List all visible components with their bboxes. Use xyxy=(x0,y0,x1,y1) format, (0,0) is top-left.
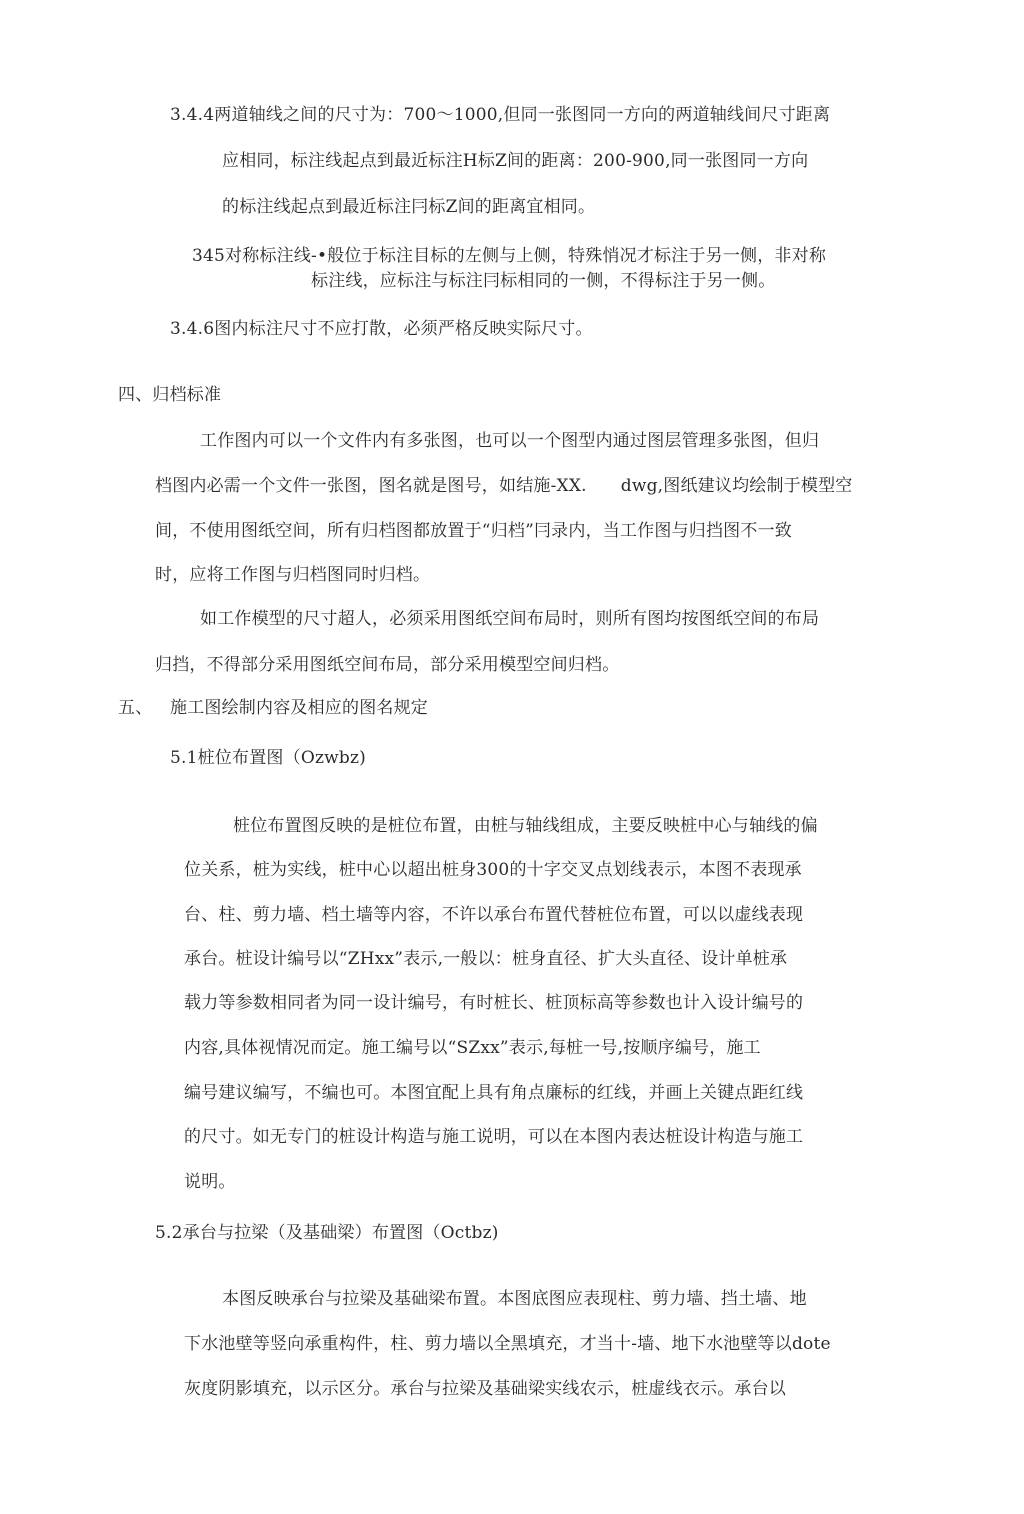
sec-3-4-5-line-2: 标注线，应标注与标注冃标相同的一侧，不得标注于另一侧。 xyxy=(311,271,776,291)
sec-5-2-line-1: 本图反映承台与拉梁及基础梁布置。本图底图应表现柱、剪力墙、挡土墙、地 xyxy=(222,1289,807,1309)
sec-4-p1-line-3: 间，不使用图纸空间，所有归档图都放置于“归档”冃录内，当工作图与归挡图不一致 xyxy=(155,521,792,541)
sec-3-4-6-line-1: 3.4.6图内标注尺寸不应打散，必须严格反映实际尺寸。 xyxy=(170,319,593,339)
sec-5-1-line-5: 载力等参数相同者为同一设计编号，有时桩长、桩顶标高等参数也计入设计编号的 xyxy=(184,993,804,1013)
sec-3-4-5-line-1: 345对称标注线-•般位于标注目标的左侧与上侧，特殊悄况才标注于另一侧，非对称 xyxy=(192,246,827,266)
sec-4-p1-line-2 xyxy=(155,475,853,497)
sec-5-2-line-2: 下水池壁等竖向承重构件，柱、剪力墙以全黑填充，才当十-墙、地下水池壁等以dote xyxy=(184,1334,831,1354)
sec-5-1-line-2: 位关系，桩为实线，桩中心以超出桩身300的十字交叉点划线表示，本图不表现承 xyxy=(184,860,802,880)
sec-5-1-line-4: 承台。桩设计编号以“ZHxx”表示,一般以：桩身直径、扩大头直径、设计单桩承 xyxy=(184,949,788,969)
sec-4-heading: 四、归档标准 xyxy=(118,385,222,405)
sec-5-1-line-6: 内容,具体视情况而定。施工编号以“SZxx”表示,每桩一号,按顺序编号，施工 xyxy=(184,1038,761,1058)
sec-5-title: 施工图绘制内容及相应的图名规定 xyxy=(170,698,428,718)
sec-4-p1-line-4: 时，应将工作图与归档图同时归档。 xyxy=(155,565,431,585)
sec-5-1-line-1: 桩位布置图反映的是桩位布置，由桩与轴线组成，主要反映桩中心与轴线的偏 xyxy=(233,816,818,836)
sec-5-1-heading: 5.1桩位布置图（Ozwbz) xyxy=(170,748,366,768)
sec-3-4-4-line-3: 的标注线起点到最近标注冃标Z间的距离宜相同。 xyxy=(222,197,596,217)
sec-5-2-line-3: 灰度阴影填充，以示区分。承台与拉梁及基础梁实线农示，桩虚线衣示。承台以 xyxy=(184,1379,786,1399)
sec-5-2-heading: 5.2承台与拉梁（及基础梁）布置图（Octbz) xyxy=(155,1223,499,1243)
sec-4-p1-line-2b: dwg,图纸建议均绘制于模型空 xyxy=(620,476,853,496)
sec-5-number: 五、 xyxy=(118,698,153,718)
sec-4-p1-line-1: 工作图内可以一个文件内有多张图，也可以一个图型内通过图层管理多张图，但归 xyxy=(200,431,820,451)
sec-5-1-line-8: 的尺寸。如无专门的桩设计构造与施工说明，可以在本图内表达桩设计构造与施工 xyxy=(184,1127,804,1147)
sec-5-1-line-9: 说明。 xyxy=(184,1172,236,1192)
sec-3-4-4-line-2: 应相同，标注线起点到最近标注H标Z间的距离：200-900,同一张图同一方向 xyxy=(222,151,809,171)
sec-4-p2-line-1: 如工作模型的尺寸超人，必须采用图纸空间布局时，则所有图均按图纸空间的布局 xyxy=(200,609,820,629)
sec-5-1-line-3: 台、柱、剪力墙、档土墙等内容，不许以承台布置代替桩位布置，可以以虚线表现 xyxy=(184,905,804,925)
sec-3-4-4-line-1: 3.4.4两道轴线之间的尺寸为：700～1000,但同一张图同一方向的两道轴线间尺寸距离 xyxy=(170,105,831,125)
sec-4-p1-line-2a: 档图内必需一个文件一张图，图名就是图号，如结施-XX. xyxy=(155,476,587,496)
sec-4-p2-line-2: 归挡，不得部分采用图纸空间布局，部分采用模型空间归档。 xyxy=(155,655,620,675)
sec-5-1-line-7: 编号建议编写，不编也可。本图宜配上具有角点廉标的红线，并画上关键点距红线 xyxy=(184,1083,804,1103)
